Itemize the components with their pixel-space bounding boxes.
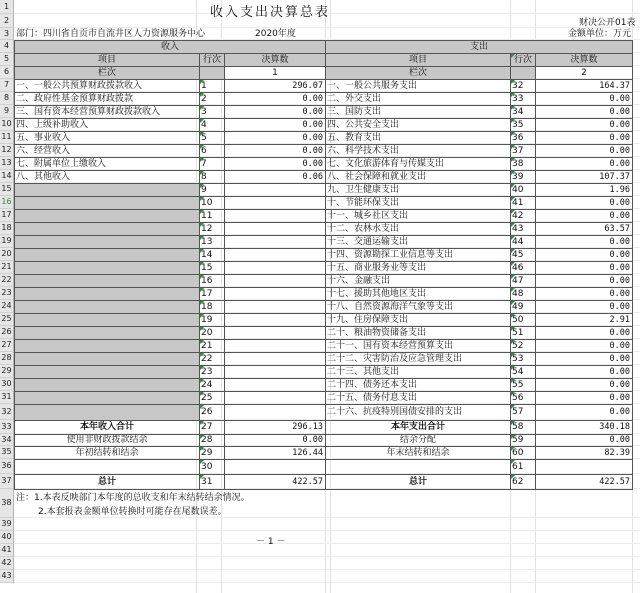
row-number[interactable]: 42 bbox=[0, 557, 14, 570]
expense-item-cell[interactable]: 二十、粮油物资储备支出 bbox=[325, 326, 511, 340]
expense-amount-cell[interactable]: 0.00 bbox=[535, 196, 633, 210]
income-amount-column-header[interactable]: 决算数 bbox=[224, 53, 326, 67]
row-gridline bbox=[14, 582, 640, 583]
expense-line-cell[interactable]: 43 bbox=[510, 222, 536, 236]
expense-item-cell[interactable]: 结余分配 bbox=[325, 434, 511, 447]
income-line-cell[interactable]: 12 bbox=[199, 222, 225, 236]
row-number[interactable]: 31 bbox=[0, 391, 14, 404]
expense-amount-cell[interactable]: 0.00 bbox=[535, 235, 633, 249]
income-item-cell[interactable] bbox=[14, 404, 200, 421]
income-item-cell[interactable]: 年初结转和结余 bbox=[14, 446, 200, 460]
expense-item-cell[interactable]: 十九、住房保障支出 bbox=[325, 313, 511, 327]
income-line-cell[interactable]: 23 bbox=[199, 365, 225, 379]
income-line-cell[interactable]: 13 bbox=[199, 235, 225, 249]
expense-line-cell[interactable]: 33 bbox=[510, 92, 536, 106]
row-gridline bbox=[14, 569, 640, 570]
expense-amount-cell[interactable]: 0.00 bbox=[535, 378, 633, 392]
expense-line-column-header[interactable]: 行次 bbox=[510, 53, 536, 67]
expense-line-cell[interactable]: 35 bbox=[510, 118, 536, 132]
income-item-cell[interactable] bbox=[14, 274, 200, 288]
income-item-cell[interactable]: 使用非财政拨款结余 bbox=[14, 434, 200, 447]
note-line-1: 注：1.本表反映部门本年度的总收支和年末结转结余情况。 bbox=[16, 493, 250, 503]
expense-item-cell[interactable]: 二十二、灾害防治及应急管理支出 bbox=[325, 352, 511, 366]
expense-item-cell[interactable]: 本年支出合计 bbox=[325, 420, 511, 435]
expense-amount-cell[interactable]: 0.00 bbox=[535, 352, 633, 366]
income-amount-cell[interactable] bbox=[224, 183, 326, 197]
income-item-cell[interactable]: 本年收入合计 bbox=[14, 420, 200, 435]
expense-section-header[interactable]: 支出 bbox=[325, 40, 633, 54]
row-gridline bbox=[14, 556, 640, 557]
row-number[interactable]: 34 bbox=[0, 434, 14, 446]
row-number[interactable]: 27 bbox=[0, 339, 14, 352]
income-line-cell[interactable]: 8 bbox=[199, 170, 225, 184]
expense-lanci-line[interactable] bbox=[510, 66, 536, 80]
row-number[interactable]: 14 bbox=[0, 170, 14, 183]
row-number[interactable]: 5 bbox=[0, 53, 14, 66]
expense-item-cell[interactable]: 二十三、其他支出 bbox=[325, 365, 511, 379]
income-line-cell[interactable]: 1 bbox=[199, 79, 225, 93]
income-amount-cell[interactable]: 0.00 bbox=[224, 144, 326, 158]
income-line-cell[interactable]: 2 bbox=[199, 92, 225, 106]
expense-amount-cell[interactable]: 340.18 bbox=[535, 420, 633, 435]
expense-line-cell[interactable]: 53 bbox=[510, 352, 536, 366]
row-number[interactable]: 38 bbox=[0, 489, 14, 518]
income-item-cell[interactable] bbox=[14, 378, 200, 392]
expense-amount-cell[interactable]: 0.00 bbox=[535, 365, 633, 379]
income-line-cell[interactable]: 3 bbox=[199, 105, 225, 119]
table-title: 收入支出决算总表 bbox=[210, 5, 331, 20]
income-item-cell[interactable] bbox=[14, 235, 200, 249]
expense-item-cell[interactable]: 总计 bbox=[325, 474, 511, 490]
income-item-cell[interactable]: 一、一般公共预算财政拨款收入 bbox=[14, 79, 200, 93]
expense-item-cell[interactable]: 三、国防支出 bbox=[325, 105, 511, 119]
expense-amount-cell[interactable]: 0.00 bbox=[535, 261, 633, 275]
income-item-cell[interactable] bbox=[14, 352, 200, 366]
unit-label: 金额单位：万元 bbox=[568, 29, 632, 39]
expense-line-cell[interactable]: 39 bbox=[510, 170, 536, 184]
income-item-cell[interactable]: 六、经营收入 bbox=[14, 144, 200, 158]
income-item-cell[interactable] bbox=[14, 326, 200, 340]
income-amount-cell[interactable]: 0.00 bbox=[224, 105, 326, 119]
expense-line-cell[interactable]: 40 bbox=[510, 183, 536, 197]
row-number[interactable]: 32 bbox=[0, 404, 14, 420]
page-number: － 1 － bbox=[256, 537, 286, 547]
row-number[interactable]: 23 bbox=[0, 287, 14, 300]
expense-amount-cell[interactable]: 0.00 bbox=[535, 434, 633, 447]
row-number[interactable]: 35 bbox=[0, 446, 14, 459]
income-amount-cell[interactable]: 0.00 bbox=[224, 157, 326, 171]
expense-item-cell[interactable]: 五、教育支出 bbox=[325, 131, 511, 145]
expense-line-cell[interactable]: 60 bbox=[510, 446, 536, 460]
income-item-cell[interactable] bbox=[14, 287, 200, 301]
expense-item-cell[interactable]: 一、一般公共服务支出 bbox=[325, 79, 511, 93]
income-item-cell[interactable]: 二、政府性基金预算财政拨款 bbox=[14, 92, 200, 106]
row-number[interactable]: 25 bbox=[0, 313, 14, 326]
income-line-cell[interactable]: 11 bbox=[199, 209, 225, 223]
income-item-cell[interactable] bbox=[14, 261, 200, 275]
income-line-cell[interactable]: 25 bbox=[199, 391, 225, 405]
expense-item-cell[interactable]: 二十四、债务还本支出 bbox=[325, 378, 511, 392]
row-number[interactable]: 13 bbox=[0, 157, 14, 170]
income-item-column-header[interactable]: 项目 bbox=[14, 53, 200, 67]
expense-item-cell[interactable]: 四、公共安全支出 bbox=[325, 118, 511, 132]
row-number[interactable]: 18 bbox=[0, 222, 14, 235]
income-item-cell[interactable]: 总计 bbox=[14, 474, 200, 490]
expense-amount-cell[interactable]: 422.57 bbox=[535, 474, 633, 490]
income-lanci-line[interactable] bbox=[199, 66, 225, 80]
income-line-cell[interactable]: 4 bbox=[199, 118, 225, 132]
expense-line-cell[interactable]: 47 bbox=[510, 274, 536, 288]
expense-amount-cell[interactable]: 0.00 bbox=[535, 287, 633, 301]
row-number[interactable]: 11 bbox=[0, 131, 14, 144]
expense-amount-cell[interactable]: 0.00 bbox=[535, 92, 633, 106]
expense-line-cell[interactable]: 58 bbox=[510, 420, 536, 435]
expense-amount-cell[interactable]: 0.00 bbox=[535, 118, 633, 132]
income-amount-cell[interactable] bbox=[224, 326, 326, 340]
expense-amount-cell[interactable]: 0.00 bbox=[535, 209, 633, 223]
income-item-cell[interactable] bbox=[14, 391, 200, 405]
expense-line-cell[interactable]: 57 bbox=[510, 404, 536, 421]
expense-amount-cell[interactable]: 0.00 bbox=[535, 404, 633, 421]
year-label: 2020年度 bbox=[255, 29, 296, 39]
income-line-cell[interactable]: 21 bbox=[199, 339, 225, 353]
row-number[interactable]: 39 bbox=[0, 518, 14, 531]
expense-line-cell[interactable]: 34 bbox=[510, 105, 536, 119]
row-number[interactable]: 19 bbox=[0, 235, 14, 248]
row-gridline bbox=[14, 530, 640, 531]
expense-line-cell[interactable]: 45 bbox=[510, 248, 536, 262]
expense-item-cell[interactable]: 十、节能环保支出 bbox=[325, 196, 511, 210]
expense-item-cell[interactable]: 十七、援助其他地区支出 bbox=[325, 287, 511, 301]
row-number[interactable]: 8 bbox=[0, 92, 14, 105]
expense-item-cell[interactable]: 十四、资源勘探工业信息等支出 bbox=[325, 248, 511, 262]
expense-item-cell[interactable]: 二十六、抗疫特别国债安排的支出 bbox=[325, 404, 511, 421]
expense-item-cell[interactable] bbox=[325, 459, 511, 475]
income-amount-cell[interactable]: 296.07 bbox=[224, 79, 326, 93]
income-line-cell[interactable]: 6 bbox=[199, 144, 225, 158]
row-number[interactable]: 4 bbox=[0, 40, 14, 53]
row-number[interactable]: 26 bbox=[0, 326, 14, 339]
income-line-cell[interactable]: 15 bbox=[199, 261, 225, 275]
income-lanci-label[interactable]: 栏次 bbox=[14, 66, 200, 80]
expense-item-cell[interactable]: 十五、商业服务业等支出 bbox=[325, 261, 511, 275]
expense-amount-cell[interactable]: 0.00 bbox=[535, 144, 633, 158]
row-number[interactable]: 20 bbox=[0, 248, 14, 261]
expense-item-cell[interactable]: 八、社会保障和就业支出 bbox=[325, 170, 511, 184]
income-line-cell[interactable]: 26 bbox=[199, 404, 225, 421]
expense-line-cell[interactable]: 59 bbox=[510, 434, 536, 447]
expense-item-cell[interactable]: 十一、城乡社区支出 bbox=[325, 209, 511, 223]
income-line-cell[interactable]: 5 bbox=[199, 131, 225, 145]
income-line-cell[interactable]: 9 bbox=[199, 183, 225, 197]
row-number[interactable]: 36 bbox=[0, 459, 14, 474]
expense-amount-column-header[interactable]: 决算数 bbox=[535, 53, 633, 67]
expense-amount-cell[interactable]: 0.00 bbox=[535, 339, 633, 353]
income-item-cell[interactable] bbox=[14, 459, 200, 475]
row-number[interactable]: 17 bbox=[0, 209, 14, 222]
expense-amount-cell[interactable]: 0.00 bbox=[535, 105, 633, 119]
income-line-cell[interactable]: 16 bbox=[199, 274, 225, 288]
row-number[interactable]: 16 bbox=[0, 196, 14, 209]
income-amount-cell[interactable] bbox=[224, 352, 326, 366]
expense-amount-cell[interactable]: 63.57 bbox=[535, 222, 633, 236]
expense-line-cell[interactable]: 62 bbox=[510, 474, 536, 490]
income-item-cell[interactable] bbox=[14, 339, 200, 353]
income-line-cell[interactable]: 27 bbox=[199, 420, 225, 435]
row-number[interactable]: 2 bbox=[0, 14, 14, 28]
income-amount-cell[interactable] bbox=[224, 378, 326, 392]
row-number[interactable]: 7 bbox=[0, 79, 14, 92]
expense-item-cell[interactable]: 年末结转和结余 bbox=[325, 446, 511, 460]
row-number[interactable]: 37 bbox=[0, 474, 14, 489]
income-line-cell[interactable]: 24 bbox=[199, 378, 225, 392]
income-item-cell[interactable] bbox=[14, 222, 200, 236]
expense-line-cell[interactable]: 50 bbox=[510, 313, 536, 327]
expense-amount-cell[interactable]: 0.00 bbox=[535, 300, 633, 314]
income-line-cell[interactable]: 29 bbox=[199, 446, 225, 460]
income-amount-cell[interactable]: 0.00 bbox=[224, 118, 326, 132]
income-line-cell[interactable]: 30 bbox=[199, 459, 225, 475]
income-line-cell[interactable]: 14 bbox=[199, 248, 225, 262]
income-item-cell[interactable]: 三、国有资本经营预算财政拨款收入 bbox=[14, 105, 200, 119]
income-amount-cell[interactable] bbox=[224, 300, 326, 314]
expense-line-cell[interactable]: 56 bbox=[510, 391, 536, 405]
income-line-cell[interactable]: 19 bbox=[199, 313, 225, 327]
income-section-header[interactable]: 收入 bbox=[14, 40, 326, 54]
row-number[interactable]: 12 bbox=[0, 144, 14, 157]
expense-item-cell[interactable]: 十二、农林水支出 bbox=[325, 222, 511, 236]
income-line-cell[interactable]: 31 bbox=[199, 474, 225, 490]
income-line-column-header[interactable]: 行次 bbox=[199, 53, 225, 67]
income-amount-cell[interactable] bbox=[224, 274, 326, 288]
expense-item-cell[interactable]: 十三、交通运输支出 bbox=[325, 235, 511, 249]
income-amount-cell[interactable] bbox=[224, 339, 326, 353]
income-amount-cell[interactable] bbox=[224, 209, 326, 223]
expense-amount-cell[interactable]: 0.00 bbox=[535, 326, 633, 340]
income-item-cell[interactable] bbox=[14, 365, 200, 379]
income-item-cell[interactable]: 四、上级补助收入 bbox=[14, 118, 200, 132]
expense-item-cell[interactable]: 六、科学技术支出 bbox=[325, 144, 511, 158]
row-number[interactable]: 3 bbox=[0, 28, 14, 40]
row-number[interactable]: 15 bbox=[0, 183, 14, 196]
expense-line-cell[interactable]: 49 bbox=[510, 300, 536, 314]
income-item-cell[interactable] bbox=[14, 196, 200, 210]
expense-amount-cell[interactable]: 0.00 bbox=[535, 157, 633, 171]
expense-amount-cell[interactable] bbox=[535, 459, 633, 475]
income-amount-cell[interactable] bbox=[224, 248, 326, 262]
row-number[interactable]: 41 bbox=[0, 544, 14, 557]
note-line-2: 2.本套报表金额单位转换时可能存在尾数误差。 bbox=[38, 507, 227, 517]
row-number[interactable]: 33 bbox=[0, 420, 14, 434]
income-item-cell[interactable]: 五、事业收入 bbox=[14, 131, 200, 145]
income-item-cell[interactable] bbox=[14, 313, 200, 327]
expense-line-cell[interactable]: 61 bbox=[510, 459, 536, 475]
income-item-cell[interactable] bbox=[14, 183, 200, 197]
income-line-cell[interactable]: 18 bbox=[199, 300, 225, 314]
income-amount-cell[interactable]: 422.57 bbox=[224, 474, 326, 490]
expense-item-cell[interactable]: 十八、自然资源海洋气象等支出 bbox=[325, 300, 511, 314]
income-amount-cell[interactable]: 296.13 bbox=[224, 420, 326, 435]
row-number[interactable]: 28 bbox=[0, 352, 14, 365]
expense-item-cell[interactable]: 二十五、债务付息支出 bbox=[325, 391, 511, 405]
expense-line-cell[interactable]: 38 bbox=[510, 157, 536, 171]
expense-amount-cell[interactable]: 2.91 bbox=[535, 313, 633, 327]
expense-amount-cell[interactable]: 1.96 bbox=[535, 183, 633, 197]
row-number[interactable]: 40 bbox=[0, 531, 14, 544]
income-amount-cell[interactable] bbox=[224, 459, 326, 475]
income-line-cell[interactable]: 20 bbox=[199, 326, 225, 340]
income-amount-cell[interactable]: 0.00 bbox=[224, 131, 326, 145]
expense-line-cell[interactable]: 41 bbox=[510, 196, 536, 210]
expense-amount-cell[interactable]: 0.00 bbox=[535, 248, 633, 262]
expense-item-column-header[interactable]: 项目 bbox=[325, 53, 511, 67]
expense-line-cell[interactable]: 54 bbox=[510, 365, 536, 379]
income-amount-cell[interactable]: 126.44 bbox=[224, 446, 326, 460]
income-line-cell[interactable]: 10 bbox=[199, 196, 225, 210]
expense-line-cell[interactable]: 42 bbox=[510, 209, 536, 223]
row-number[interactable]: 1 bbox=[0, 0, 14, 14]
income-amount-cell[interactable] bbox=[224, 222, 326, 236]
income-amount-cell[interactable]: 0.06 bbox=[224, 170, 326, 184]
expense-line-cell[interactable]: 36 bbox=[510, 131, 536, 145]
expense-amount-cell[interactable]: 164.37 bbox=[535, 79, 633, 93]
row-number[interactable]: 22 bbox=[0, 274, 14, 287]
income-amount-cell[interactable] bbox=[224, 313, 326, 327]
expense-amount-cell[interactable]: 0.00 bbox=[535, 274, 633, 288]
expense-item-cell[interactable]: 十六、金融支出 bbox=[325, 274, 511, 288]
income-line-cell[interactable]: 7 bbox=[199, 157, 225, 171]
expense-item-cell[interactable]: 二十一、国有资本经营预算支出 bbox=[325, 339, 511, 353]
department-label: 部门：四川省自贡市自流井区人力资源服务中心 bbox=[16, 29, 206, 39]
row-number[interactable]: 30 bbox=[0, 378, 14, 391]
expense-line-cell[interactable]: 48 bbox=[510, 287, 536, 301]
expense-lanci-label[interactable]: 栏次 bbox=[325, 66, 511, 80]
expense-amount-cell[interactable]: 0.00 bbox=[535, 131, 633, 145]
income-line-cell[interactable]: 22 bbox=[199, 352, 225, 366]
income-item-cell[interactable]: 八、其他收入 bbox=[14, 170, 200, 184]
expense-item-cell[interactable]: 二、外交支出 bbox=[325, 92, 511, 106]
row-number[interactable]: 24 bbox=[0, 300, 14, 313]
row-gridline bbox=[14, 543, 640, 544]
row-number[interactable]: 6 bbox=[0, 66, 14, 79]
income-amount-cell[interactable] bbox=[224, 287, 326, 301]
expense-amount-cell[interactable]: 0.00 bbox=[535, 391, 633, 405]
income-amount-cell[interactable]: 0.00 bbox=[224, 434, 326, 447]
row-number[interactable]: 10 bbox=[0, 118, 14, 131]
row-number[interactable]: 9 bbox=[0, 105, 14, 118]
income-amount-cell[interactable] bbox=[224, 235, 326, 249]
income-amount-cell[interactable] bbox=[224, 196, 326, 210]
income-amount-cell[interactable] bbox=[224, 404, 326, 421]
income-amount-cell[interactable] bbox=[224, 391, 326, 405]
income-amount-cell[interactable]: 0.00 bbox=[224, 92, 326, 106]
income-item-cell[interactable] bbox=[14, 209, 200, 223]
row-number[interactable]: 43 bbox=[0, 570, 14, 583]
expense-line-cell[interactable]: 37 bbox=[510, 144, 536, 158]
row-number[interactable]: 29 bbox=[0, 365, 14, 378]
income-item-cell[interactable] bbox=[14, 248, 200, 262]
income-line-cell[interactable]: 28 bbox=[199, 434, 225, 447]
row-gridline bbox=[14, 517, 640, 518]
income-item-cell[interactable]: 七、附属单位上缴收入 bbox=[14, 157, 200, 171]
expense-column-number[interactable]: 2 bbox=[535, 66, 633, 80]
expense-line-cell[interactable]: 55 bbox=[510, 378, 536, 392]
expense-amount-cell[interactable]: 107.37 bbox=[535, 170, 633, 184]
expense-item-cell[interactable]: 九、卫生健康支出 bbox=[325, 183, 511, 197]
expense-line-cell[interactable]: 52 bbox=[510, 339, 536, 353]
income-amount-cell[interactable] bbox=[224, 365, 326, 379]
form-code: 财决公开01表 bbox=[579, 18, 636, 28]
expense-amount-cell[interactable]: 82.39 bbox=[535, 446, 633, 460]
expense-item-cell[interactable]: 七、文化旅游体育与传媒支出 bbox=[325, 157, 511, 171]
income-item-cell[interactable] bbox=[14, 300, 200, 314]
expense-line-cell[interactable]: 51 bbox=[510, 326, 536, 340]
expense-line-cell[interactable]: 32 bbox=[510, 79, 536, 93]
income-line-cell[interactable]: 17 bbox=[199, 287, 225, 301]
expense-line-cell[interactable]: 44 bbox=[510, 235, 536, 249]
income-column-number[interactable]: 1 bbox=[224, 66, 326, 80]
expense-line-cell[interactable]: 46 bbox=[510, 261, 536, 275]
row-number[interactable]: 21 bbox=[0, 261, 14, 274]
income-amount-cell[interactable] bbox=[224, 261, 326, 275]
row-gridline bbox=[14, 27, 640, 28]
